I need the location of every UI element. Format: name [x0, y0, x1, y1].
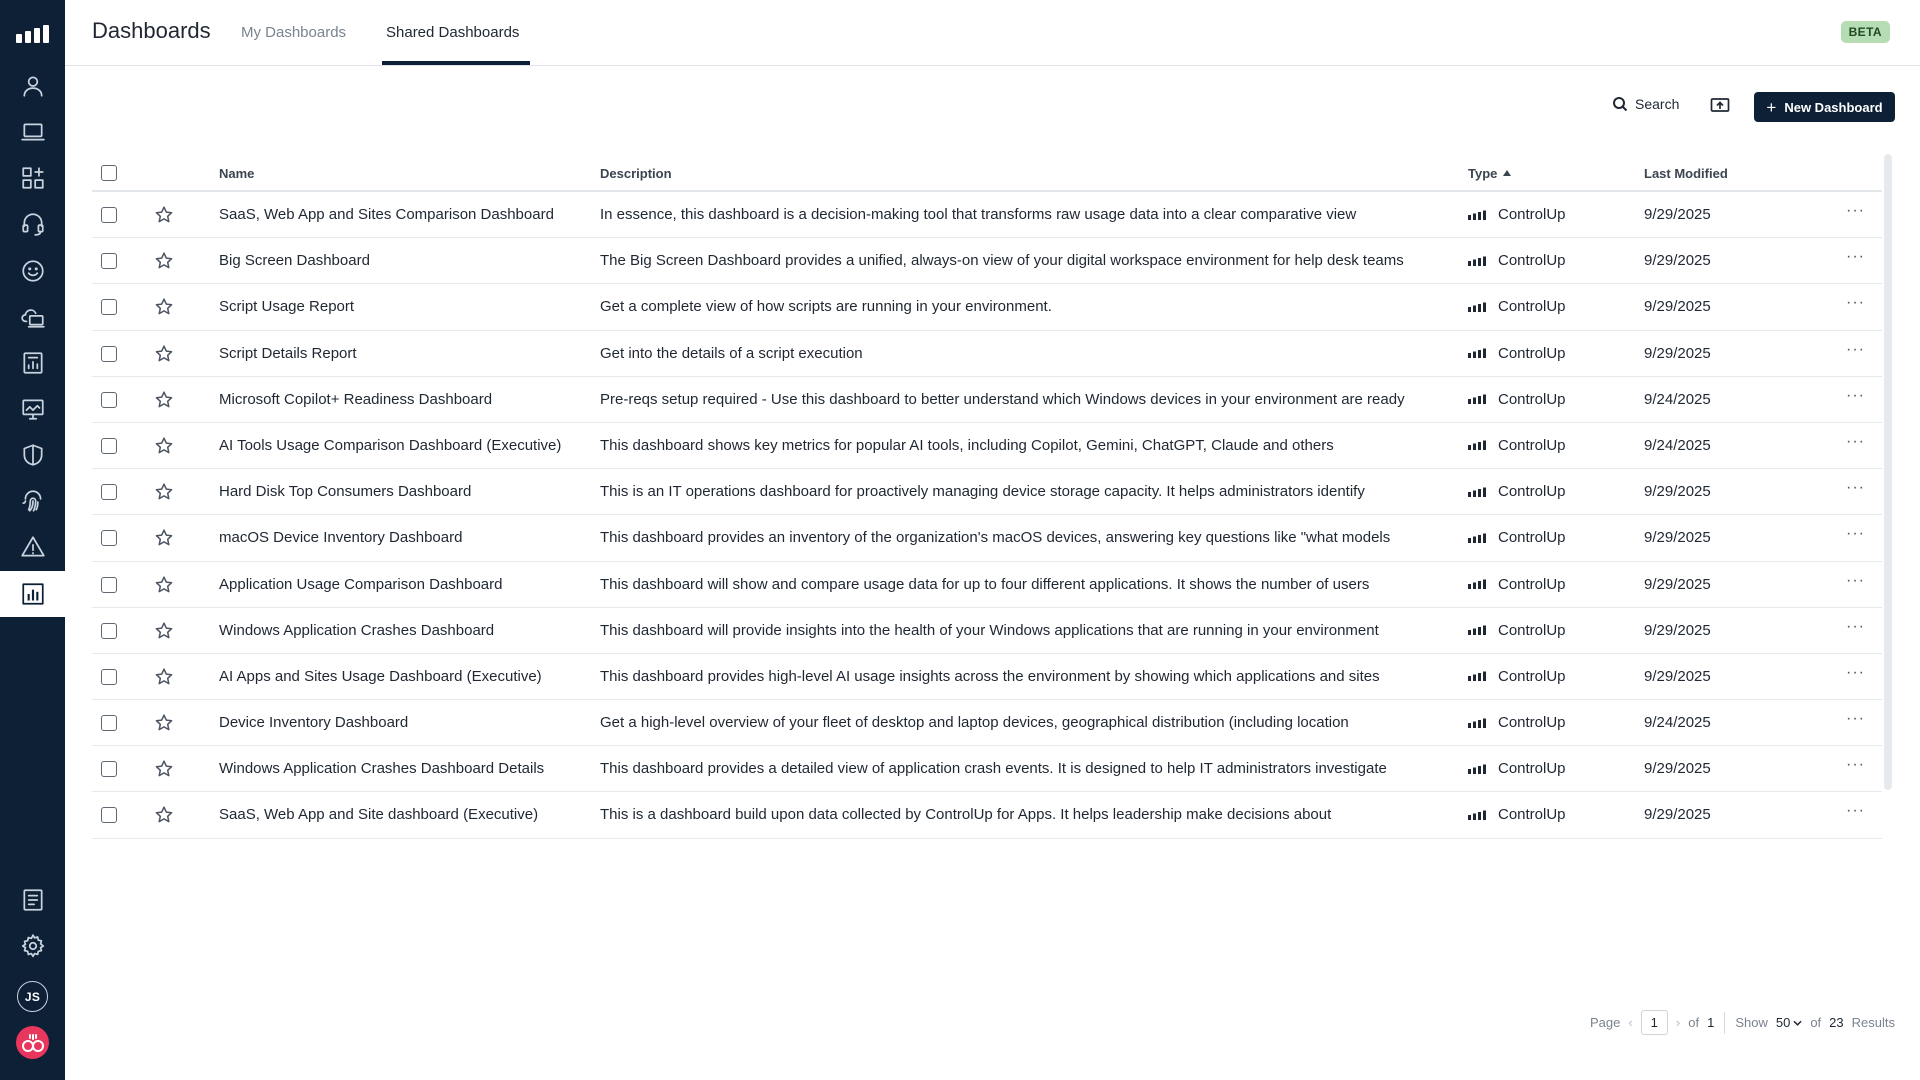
row-checkbox[interactable] [101, 530, 117, 546]
row-last-modified: 9/29/2025 [1644, 252, 1711, 270]
controlup-type-icon [1468, 718, 1486, 728]
alert-icon[interactable] [0, 524, 65, 570]
row-checkbox[interactable] [101, 207, 117, 223]
row-last-modified: 9/24/2025 [1644, 436, 1711, 454]
brand-logo-icon[interactable] [16, 1026, 49, 1059]
row-name[interactable]: Device Inventory Dashboard [219, 714, 409, 732]
fingerprint-icon[interactable] [0, 478, 65, 524]
row-name[interactable]: SaaS, Web App and Sites Comparison Dashboard [219, 206, 554, 223]
controlup-type-icon [1468, 579, 1486, 589]
row-type-label: ControlUp [1498, 667, 1566, 685]
row-type [1468, 576, 1608, 593]
row-last-modified: 9/29/2025 [1644, 760, 1711, 778]
tab-my-dashboards[interactable]: My Dashboards [241, 24, 347, 41]
row-more-options-icon[interactable]: ··· [1846, 432, 1865, 450]
row-type-label: ControlUp [1498, 344, 1566, 362]
column-description: Description [600, 166, 672, 181]
chevron-down-icon [1793, 1020, 1802, 1026]
controlup-type-icon [1468, 256, 1486, 266]
row-name[interactable]: macOS Device Inventory Dashboard [219, 529, 463, 547]
row-name[interactable]: SaaS, Web App and Site dashboard (Executive) [219, 806, 539, 824]
favorite-star-icon[interactable] [154, 297, 174, 317]
row-last-modified: 9/29/2025 [1644, 298, 1711, 316]
next-page-icon[interactable]: › [1675, 1015, 1681, 1030]
total-pages: 1 [1707, 1015, 1715, 1030]
page-size-value: 50 [1775, 1015, 1791, 1030]
row-description: Get a high-level overview of your fleet of desktop and laptop devices, geographical distribution (including location [600, 714, 1349, 732]
row-last-modified: 9/29/2025 [1644, 667, 1711, 685]
plus-icon: + [1766, 97, 1777, 117]
row-last-modified: 9/29/2025 [1644, 483, 1711, 501]
row-checkbox[interactable] [101, 807, 117, 823]
favorite-star-icon[interactable] [154, 713, 174, 733]
table-row[interactable] [92, 284, 1882, 330]
favorite-star-icon[interactable] [154, 482, 174, 502]
row-name[interactable]: Microsoft Copilot+ Readiness Dashboard [219, 390, 493, 408]
row-type [1468, 252, 1608, 269]
row-type-label: ControlUp [1498, 760, 1566, 778]
column-type[interactable] [1468, 166, 1511, 181]
row-last-modified: 9/29/2025 [1644, 575, 1711, 593]
favorite-star-icon[interactable] [154, 759, 174, 779]
controlup-type-icon [1468, 764, 1486, 774]
controlup-type-icon [1468, 302, 1486, 312]
row-checkbox[interactable] [101, 346, 117, 362]
row-last-modified: 9/29/2025 [1644, 206, 1711, 223]
controlup-type-icon [1468, 210, 1486, 220]
row-checkbox[interactable] [101, 253, 117, 269]
beta-badge: BETA [1841, 21, 1890, 43]
apps-icon[interactable] [0, 155, 65, 201]
row-type-label: ControlUp [1498, 206, 1566, 223]
header [65, 0, 1920, 66]
row-more-options-icon[interactable]: ··· [1846, 248, 1865, 266]
row-name[interactable]: Script Details Report [219, 344, 357, 362]
row-more-options-icon[interactable]: ··· [1846, 525, 1865, 543]
row-type-label: ControlUp [1498, 806, 1566, 824]
column-type-label: Type [1468, 166, 1498, 181]
controlup-type-icon [1468, 440, 1486, 450]
row-checkbox[interactable] [101, 761, 117, 777]
row-type [1468, 483, 1608, 500]
sidebar [0, 0, 65, 1080]
table-body [92, 192, 1882, 839]
search-label: Search [1635, 96, 1680, 112]
table-row[interactable] [92, 331, 1882, 377]
table-header [92, 154, 1882, 192]
table-row[interactable] [92, 515, 1882, 561]
row-description: This dashboard provides a detailed view of application crash events. It is designed to help IT administrators investigate [600, 760, 1387, 778]
total-results: 23 [1829, 1015, 1844, 1030]
row-more-options-icon[interactable]: ··· [1846, 802, 1865, 820]
row-more-options-icon[interactable]: ··· [1846, 479, 1865, 497]
row-type-label: ControlUp [1498, 714, 1566, 732]
favorite-star-icon[interactable] [154, 251, 174, 271]
favorite-star-icon[interactable] [154, 805, 174, 825]
table-row[interactable] [92, 700, 1882, 746]
gear-icon[interactable] [0, 923, 65, 969]
monitor-icon[interactable] [0, 386, 65, 432]
row-type [1468, 437, 1608, 454]
row-type-label: ControlUp [1498, 529, 1566, 547]
column-last-modified[interactable]: Last Modified [1644, 166, 1728, 181]
column-name[interactable]: Name [219, 166, 255, 181]
row-last-modified: 9/29/2025 [1644, 344, 1711, 362]
row-last-modified: 9/24/2025 [1644, 714, 1711, 732]
row-name[interactable]: Application Usage Comparison Dashboard [219, 575, 503, 593]
table-row[interactable] [92, 192, 1882, 238]
row-more-options-icon[interactable]: ··· [1846, 617, 1865, 635]
avatar[interactable]: JS [17, 981, 48, 1012]
new-dashboard-button[interactable] [1754, 92, 1895, 122]
controlup-type-icon [1468, 348, 1486, 358]
table-row[interactable] [92, 423, 1882, 469]
row-more-options-icon[interactable]: ··· [1846, 571, 1865, 589]
row-checkbox[interactable] [101, 392, 117, 408]
row-type [1468, 391, 1608, 408]
row-more-options-icon[interactable]: ··· [1846, 340, 1865, 358]
dashboards-table [92, 154, 1882, 839]
cloud-devices-icon[interactable] [0, 294, 65, 340]
page-number-input[interactable]: 1 [1641, 1010, 1668, 1035]
row-checkbox[interactable] [101, 623, 117, 639]
laptop-icon[interactable] [0, 109, 65, 155]
search-icon [1612, 96, 1628, 112]
row-type-label: ControlUp [1498, 483, 1566, 501]
active-tab-indicator [382, 61, 530, 65]
row-more-options-icon[interactable]: ··· [1846, 386, 1865, 404]
share-icon [1710, 97, 1730, 115]
table-row[interactable] [92, 469, 1882, 515]
favorite-star-icon[interactable] [154, 667, 174, 687]
row-name[interactable]: Windows Application Crashes Dashboard [219, 621, 495, 639]
row-more-options-icon[interactable]: ··· [1846, 663, 1865, 681]
sort-asc-icon [1503, 170, 1511, 176]
page-title: Dashboards [92, 18, 211, 43]
logo-icon[interactable] [0, 10, 65, 56]
row-more-options-icon[interactable]: ··· [1846, 294, 1865, 312]
row-type-label: ControlUp [1498, 252, 1566, 270]
favorite-star-icon[interactable] [154, 436, 174, 456]
row-checkbox[interactable] [101, 299, 117, 315]
row-description: This dashboard provides an inventory of the organization's macOS devices, answering key questions like "what models [600, 529, 1391, 547]
row-name[interactable]: Big Screen Dashboard [219, 252, 370, 270]
favorite-star-icon[interactable] [154, 390, 174, 410]
row-more-options-icon[interactable]: ··· [1846, 710, 1865, 728]
favorite-star-icon[interactable] [154, 344, 174, 364]
row-description: Get into the details of a script execution [600, 344, 863, 362]
row-type-label: ControlUp [1498, 621, 1566, 639]
tab-shared-dashboards[interactable]: Shared Dashboards [386, 24, 520, 41]
row-checkbox[interactable] [101, 669, 117, 685]
row-description: Get a complete view of how scripts are running in your environment. [600, 298, 1052, 316]
user-icon[interactable] [0, 63, 65, 109]
row-last-modified: 9/24/2025 [1644, 390, 1711, 408]
row-name[interactable]: Script Usage Report [219, 298, 355, 316]
row-more-options-icon[interactable]: ··· [1846, 202, 1865, 219]
row-description: This dashboard will provide insights into the health of your Windows applications that are running in your environment [600, 621, 1379, 639]
row-type [1468, 714, 1608, 731]
favorite-star-icon[interactable] [154, 528, 174, 548]
show-label: Show [1735, 1015, 1768, 1030]
row-type-label: ControlUp [1498, 390, 1566, 408]
favorite-star-icon[interactable] [154, 621, 174, 641]
favorite-star-icon[interactable] [154, 575, 174, 595]
controlup-type-icon [1468, 625, 1486, 635]
row-name[interactable]: AI Tools Usage Comparison Dashboard (Executive) [219, 436, 562, 454]
of-label: of [1688, 1015, 1700, 1030]
row-checkbox[interactable] [101, 438, 117, 454]
shield-icon[interactable] [0, 432, 65, 478]
row-type [1468, 668, 1608, 685]
page-label: Page [1589, 1015, 1621, 1030]
row-checkbox[interactable] [101, 715, 117, 731]
row-type [1468, 806, 1608, 823]
row-description: In essence, this dashboard is a decision-making tool that transforms raw usage data into a clear comparative view [600, 206, 1357, 223]
search-button[interactable] [1612, 96, 1679, 112]
row-description: This dashboard provides high-level AI usage insights across the environment by showing which applications and sites [600, 667, 1380, 685]
pager-divider [1724, 1012, 1725, 1034]
chart-icon[interactable] [0, 571, 65, 617]
notes-icon[interactable] [0, 877, 65, 923]
table-row[interactable] [92, 562, 1882, 608]
headset-icon[interactable] [0, 201, 65, 247]
table-row[interactable] [92, 792, 1882, 838]
row-name[interactable]: AI Apps and Sites Usage Dashboard (Executive) [219, 667, 542, 685]
favorite-star-icon[interactable] [154, 205, 174, 225]
table-row[interactable] [92, 746, 1882, 792]
row-description: This is an IT operations dashboard for proactively managing device storage capacity. It helps administrators identify [600, 483, 1365, 501]
row-last-modified: 9/29/2025 [1644, 621, 1711, 639]
row-type-label: ControlUp [1498, 298, 1566, 316]
row-last-modified: 9/29/2025 [1644, 806, 1711, 824]
row-name[interactable]: Windows Application Crashes Dashboard Details [219, 760, 545, 778]
row-more-options-icon[interactable]: ··· [1846, 756, 1865, 774]
row-description: This dashboard will show and compare usage data for up to four different applications. It shows the number of users [600, 575, 1370, 593]
report-icon[interactable] [0, 340, 65, 386]
table-row[interactable] [92, 654, 1882, 700]
page-size-select[interactable] [1776, 1015, 1802, 1030]
row-type-label: ControlUp [1498, 575, 1566, 593]
table-row[interactable] [92, 377, 1882, 423]
row-type [1468, 345, 1608, 362]
smiley-icon[interactable] [0, 248, 65, 294]
row-description: This dashboard shows key metrics for popular AI tools, including Copilot, Gemini, ChatGPT, Claude and others [600, 436, 1334, 454]
row-name[interactable]: Hard Disk Top Consumers Dashboard [219, 483, 472, 501]
row-last-modified: 9/29/2025 [1644, 529, 1711, 547]
of-results-label: of [1810, 1015, 1822, 1030]
row-checkbox[interactable] [101, 577, 117, 593]
row-type [1468, 760, 1608, 777]
row-type [1468, 622, 1608, 639]
row-description: Pre-reqs setup required - Use this dashboard to better understand which Windows devices in your environment are ready [600, 390, 1405, 408]
controlup-type-icon [1468, 671, 1486, 681]
controlup-type-icon [1468, 533, 1486, 543]
table-row[interactable] [92, 238, 1882, 284]
controlup-type-icon [1468, 487, 1486, 497]
row-type [1468, 298, 1608, 315]
row-type [1468, 206, 1608, 223]
share-button[interactable] [1710, 97, 1730, 115]
controlup-type-icon [1468, 810, 1486, 820]
row-checkbox[interactable] [101, 484, 117, 500]
controlup-type-icon [1468, 394, 1486, 404]
select-all-checkbox[interactable] [101, 165, 117, 181]
new-dashboard-label: New Dashboard [1784, 99, 1883, 115]
row-type-label: ControlUp [1498, 436, 1566, 454]
table-scrollbar[interactable] [1884, 154, 1892, 790]
row-description: This is a dashboard build upon data collected by ControlUp for Apps. It helps leadership make decisions about [600, 806, 1332, 824]
row-type [1468, 529, 1608, 546]
pagination [1590, 1010, 1895, 1035]
prev-page-icon[interactable]: ‹ [1628, 1015, 1633, 1030]
results-label: Results [1851, 1015, 1895, 1030]
table-row[interactable] [92, 608, 1882, 654]
row-description: The Big Screen Dashboard provides a unified, always-on view of your digital workspace environment for help desk teams [600, 252, 1404, 270]
